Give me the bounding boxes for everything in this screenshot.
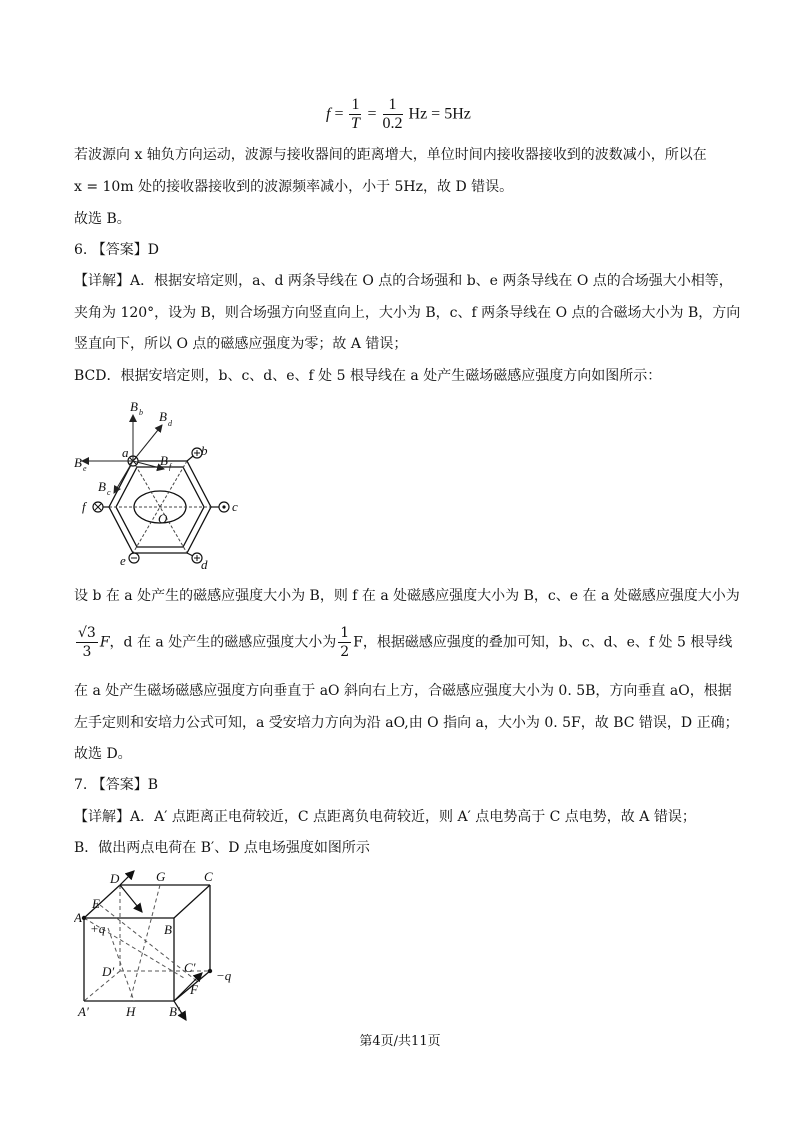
- label-A-prime: A′: [78, 1004, 89, 1019]
- text-segment: F，根据磁感应强度的叠加可知，b、c、d、e、f 处 5 根导线: [353, 634, 733, 651]
- eq-den1: T: [351, 115, 360, 132]
- label-D: D: [110, 871, 120, 886]
- text-line: 夹角为 120°，设为 B，则合场强方向竖直向上，大小为 B，c、f 两条导线在 O 点的合磁场大小为 B，方向: [74, 305, 741, 321]
- label-d: d: [201, 557, 208, 572]
- label-minus-q: −q: [216, 968, 232, 983]
- eq-num1: 1: [351, 96, 360, 113]
- text-line: 故选 D。: [74, 746, 132, 762]
- label-Be: B: [74, 455, 82, 470]
- text-line: BCD．根据安培定则，b、c、d、e、f 处 5 根导线在 a 处产生磁场磁感应强度方向如图所示：: [74, 368, 662, 384]
- text-line: 故选 B。: [74, 211, 131, 227]
- vector-Bd: [133, 425, 162, 461]
- eq-unit: Hz = 5Hz: [408, 105, 471, 123]
- fraction-num: 1: [340, 625, 350, 641]
- text-line-with-fractions: [74, 624, 732, 661]
- fraction-den: 3: [82, 644, 92, 660]
- eq-sign: =: [334, 105, 344, 123]
- label-H: H: [126, 1004, 136, 1019]
- force-symbol: F: [99, 634, 110, 651]
- text-segment: ，d 在 a 处产生的磁感应强度大小为: [109, 634, 337, 651]
- eq-fraction-2: [383, 96, 403, 133]
- label-Bc-sub: c: [107, 488, 111, 497]
- label-Bd: B: [159, 409, 167, 424]
- label-G: G: [156, 869, 166, 884]
- vector-Bc: [114, 461, 133, 493]
- magnetic-field-hexagon-figure: [74, 393, 254, 573]
- text-line: 在 a 处产生磁场磁感应强度方向垂直于 aO 斜向右上方，合磁感应强度大小为 0. 5B，方向垂直 aO，根据: [74, 683, 732, 699]
- text-line: x = 10m 处的接收器接收到的波源频率减小，小于 5Hz，故 D 错误。: [74, 179, 514, 195]
- label-Bf: B: [160, 453, 168, 468]
- fraction-half: [338, 624, 351, 661]
- text-line: 左手定则和安培力公式可知，a 受安培力方向为沿 aO,由 O 指向 a，大小为 0. 5F，故 BC 错误，D 正确；: [74, 715, 739, 731]
- vector-D-up: [120, 871, 134, 885]
- text-line: 【详解】A．根据安培定则，a、d 两条导线在 O 点的合场强和 b、e 两条导线在 O 点的合场强大小相等，: [74, 273, 733, 289]
- label-F: F: [190, 982, 198, 997]
- page-footer: 第4页/共11页: [359, 1034, 441, 1049]
- label-C: C: [204, 869, 213, 884]
- vector-D-down: [120, 885, 142, 912]
- label-A: A: [74, 910, 82, 925]
- fraction-num: √3: [78, 625, 96, 641]
- text-line: B．做出两点电荷在 B′、D 点电场强度如图所示: [74, 840, 370, 856]
- label-Be-sub: e: [83, 464, 87, 473]
- eq-lhs: f: [326, 105, 331, 123]
- label-plus-q: +q: [90, 921, 106, 936]
- charge-minus: [208, 969, 212, 973]
- label-Bf-sub: f: [169, 462, 172, 471]
- eq-sign-2: =: [367, 105, 377, 123]
- eq-fraction-1: [349, 96, 361, 133]
- charge-plus: [82, 916, 86, 920]
- text-line: 若波源向 x 轴负方向运动，波源与接收器间的距离增大，单位时间内接收器接收到的波数减小，所以在: [74, 147, 707, 163]
- dot-c: [222, 505, 225, 508]
- label-O: O: [158, 511, 168, 526]
- answer-6-header: 6. 【答案】D: [74, 242, 160, 258]
- text-line: 设 b 在 a 处产生的磁感应强度大小为 B，则 f 在 a 处磁感应强度大小为 B，c、e 在 a 处磁感应强度大小为: [74, 588, 740, 604]
- label-Bd-sub: d: [168, 419, 172, 428]
- fraction-den: 2: [340, 644, 350, 660]
- label-Bc: B: [98, 479, 106, 494]
- label-e: e: [120, 553, 126, 568]
- fraction-sqrt3-over-3: [76, 624, 98, 661]
- eq-num2: 1: [383, 96, 403, 115]
- label-B-prime: B′: [169, 1004, 180, 1019]
- eq-den2: 0.2: [382, 115, 403, 132]
- cube-electric-field-figure: [74, 868, 234, 1028]
- label-E: E: [92, 896, 100, 911]
- label-f: f: [82, 499, 86, 514]
- frequency-equation: [326, 96, 471, 140]
- text-line: 竖直向下，所以 O 点的磁感应强度为零；故 A 错误；: [74, 336, 408, 352]
- label-Bb: B: [130, 399, 138, 414]
- answer-7-header: 7. 【答案】B: [74, 777, 159, 793]
- label-D-prime: D′: [102, 964, 115, 979]
- label-B: B: [164, 922, 172, 937]
- label-C-prime: C′: [184, 960, 196, 975]
- text-line: 【详解】A．A′ 点距离正电荷较近，C 点距离负电荷较近，则 A′ 点电势高于 C 点电势，故 A 错误；: [74, 809, 696, 825]
- label-c: c: [232, 499, 238, 514]
- label-a: a: [122, 445, 129, 460]
- label-b: b: [201, 443, 208, 458]
- label-Bb-sub: b: [139, 408, 143, 417]
